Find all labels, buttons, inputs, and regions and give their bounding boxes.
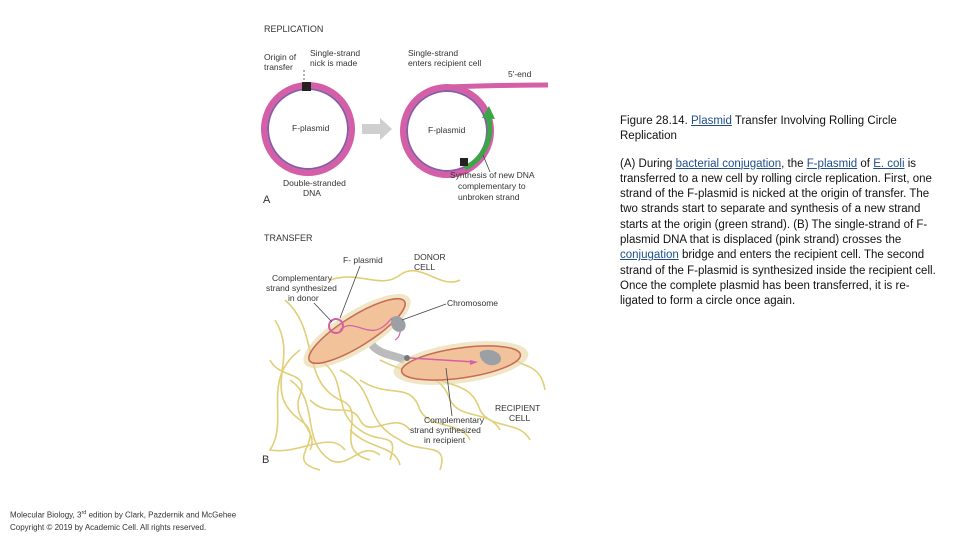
plasmid-link[interactable]: Plasmid [690, 115, 732, 127]
complementary-recipient-label [410, 415, 485, 445]
fplasmid-right-label: F-plasmid [428, 125, 466, 135]
panel-label-a: A [263, 194, 271, 206]
caption-title: Figure 28.14. Plasmid Transfer Involving Rolling Circle Replication [620, 115, 897, 143]
chromosome-label: Chromosome [447, 298, 499, 308]
svg-text:Origin of: Origin of [264, 52, 297, 62]
copyright-credit [10, 507, 310, 534]
svg-text:CELL: CELL [509, 413, 531, 423]
caption-body: (A) During bacterial conjugation, the F-plasmid of E. coli is transferred to a new cell by rolling circle replication. First, one strand of the F-plasmid is nicked at the origin of transfer. The two strands start to separate and synthesis of a new strand starts at the origin (green strand). (B) The single-strand of F-plasmid DNA that is displaced (pink strand) crosses the conjugation bridge and enters the recipient cell. The second strand of the F-plasmid is synthesized inside the recipient cell. Once the complete plasmid has been transferred, it is re-ligated to form a circle once again. [620, 157, 936, 308]
recipient-cell-label [495, 403, 540, 423]
svg-text:Synthesis of new DNA: Synthesis of new DNA [450, 170, 535, 180]
credit-line-1: Molecular Biology, 3rd edition by Clark, Pazdernik and McGehee [10, 510, 237, 520]
ecoli-link[interactable]: E. coli [873, 157, 905, 170]
figure-caption [620, 114, 940, 322]
transfer-header: TRANSFER [264, 233, 313, 243]
svg-text:Complementary: Complementary [272, 273, 332, 283]
origin-marker [302, 82, 311, 91]
conjugation-bridge [372, 345, 405, 360]
enters-label [408, 48, 481, 68]
credit-line-2: Copyright © 2019 by Academic Cell. All rights reserved. [10, 522, 207, 532]
origin-label [264, 52, 297, 72]
conjugation-link[interactable]: conjugation [620, 249, 679, 262]
svg-text:complementary to: complementary to [458, 181, 526, 191]
replication-header: REPLICATION [264, 24, 324, 34]
svg-text:CELL: CELL [414, 262, 436, 272]
svg-text:DNA: DNA [303, 188, 321, 198]
svg-text:transfer: transfer [264, 62, 293, 72]
displaced-strand [447, 85, 548, 87]
svg-text:nick is made: nick is made [310, 58, 358, 68]
svg-text:strand synthesized: strand synthesized [410, 425, 481, 435]
svg-text:in recipient: in recipient [424, 435, 466, 445]
chromosome-donor [391, 316, 406, 332]
process-arrow [362, 118, 392, 140]
donor-cell-label [414, 252, 446, 272]
right-plasmid-ring [403, 85, 548, 175]
double-stranded-label [283, 178, 346, 198]
svg-text:Complementary: Complementary [424, 415, 484, 425]
svg-text:Single-strand: Single-strand [408, 48, 459, 58]
svg-text:Single-strand: Single-strand [310, 48, 361, 58]
panel-label-b: B [262, 454, 270, 466]
fplasmid-left-label: F-plasmid [292, 123, 330, 133]
svg-text:enters recipient cell: enters recipient cell [408, 58, 482, 68]
bacterial-conjugation-link[interactable]: bacterial conjugation [675, 157, 782, 170]
five-end-label: 5'-end [508, 69, 532, 79]
svg-text:strand synthesized: strand synthesized [266, 283, 337, 293]
fplasmid-link[interactable]: F-plasmid [806, 157, 858, 170]
svg-text:Double-stranded: Double-stranded [283, 178, 346, 188]
nick-label [310, 48, 360, 68]
svg-text:unbroken strand: unbroken strand [458, 192, 520, 202]
synthesis-label [450, 170, 535, 202]
complementary-donor-label [266, 273, 337, 303]
recipient-cell [391, 334, 531, 393]
fplasmid-b-label: F- plasmid [343, 255, 383, 265]
svg-text:DONOR: DONOR [414, 252, 446, 262]
svg-text:RECIPIENT: RECIPIENT [495, 403, 541, 413]
svg-text:in donor: in donor [288, 293, 319, 303]
